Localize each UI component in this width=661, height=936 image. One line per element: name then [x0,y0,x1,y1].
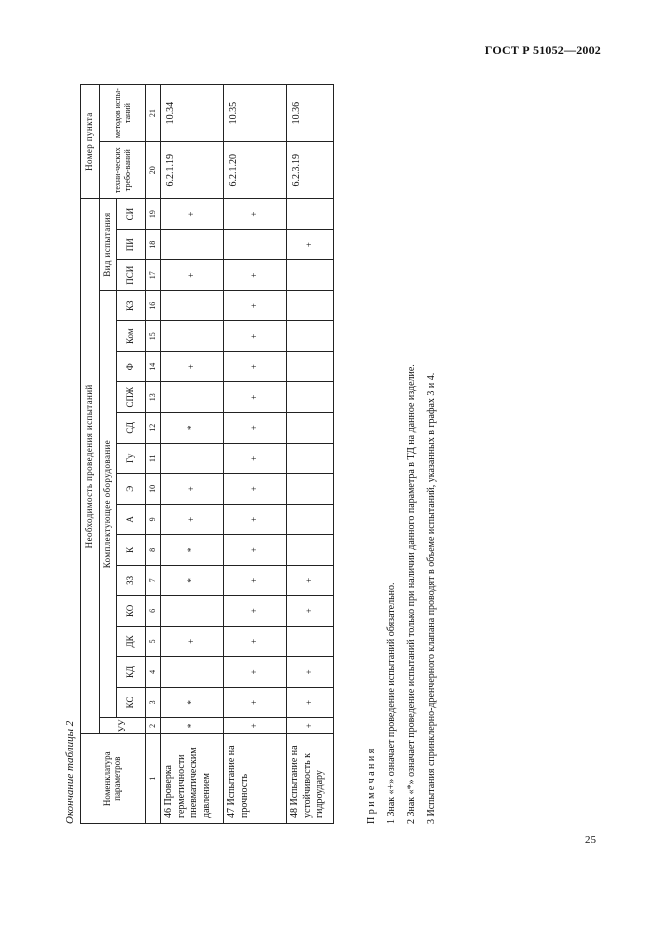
column-number: 14 [146,351,161,382]
page-number: 25 [585,834,596,846]
mark-cell: + [224,351,287,382]
notes-block [362,84,442,824]
equipment-code: СПЖ [117,382,146,413]
mark-cell [161,321,224,352]
note-item: 1 Знак «+» означает проведение испытаний обязательно. [386,582,397,824]
item-number-header: Номер пункта [81,85,100,199]
mark-cell: + [224,443,287,474]
mark-cell: + [224,596,287,627]
column-number: 21 [146,85,161,142]
column-number: 19 [146,199,161,230]
mark-cell: + [224,321,287,352]
mark-cell: * [161,718,224,734]
mark-cell: + [161,351,224,382]
column-number: 18 [146,229,161,260]
mark-cell: + [287,687,334,718]
column-number: 6 [146,596,161,627]
tech-req-header: техни-ческих требо-ваний [100,142,146,199]
column-number: 13 [146,382,161,413]
test-method-ref: 10.36 [287,85,334,142]
uu-header: УУ [100,718,146,734]
mark-cell [161,657,224,688]
test-type-code: ПИ [117,229,146,260]
mark-cell: * [161,413,224,444]
tech-req-ref: 6.2.1.19 [161,142,224,199]
mark-cell [161,229,224,260]
test-method-ref: 10.34 [161,85,224,142]
mark-cell: + [287,718,334,734]
mark-cell: + [161,504,224,535]
mark-cell: + [224,626,287,657]
table-caption: Окончание таблицы 2 [64,720,76,824]
table-row [287,85,334,824]
parameter-name: 47 Испытание на прочность [224,734,287,824]
equipment-code: ДК [117,626,146,657]
mark-cell: + [161,474,224,505]
mark-cell [287,626,334,657]
equipment-code: Ком [117,321,146,352]
equipment-code: КЗ [117,290,146,321]
mark-cell [287,413,334,444]
note-item: 3 Испытания спринклерно-дренчерного клапана проводят в объеме испытаний, указанных в графах 3 и 4. [426,372,437,824]
mark-cell [287,199,334,230]
mark-cell [161,382,224,413]
equipment-code: Э [117,474,146,505]
mark-cell: + [224,687,287,718]
column-number: 3 [146,687,161,718]
column-number: 17 [146,260,161,291]
column-number: 12 [146,413,161,444]
necessity-header: Необходимость проведения испытаний [81,199,100,734]
equipment-code: СД [117,413,146,444]
mark-cell: + [161,260,224,291]
mark-cell [224,229,287,260]
table-row [224,85,287,824]
test-requirements-table [80,84,334,824]
parameter-name: 48 Испытание на устойчивость к гидроудару [287,734,334,824]
test-type-code: СИ [117,199,146,230]
equipment-header: Комплектующее оборудование [100,290,117,717]
test-method-header: методов испы-таний [100,85,146,142]
mark-cell [161,596,224,627]
equipment-code: А [117,504,146,535]
notes-title: Примечания [366,746,377,824]
test-type-code: ПСИ [117,260,146,291]
mark-cell: + [224,382,287,413]
mark-cell: + [224,474,287,505]
mark-cell [287,535,334,566]
mark-cell [287,443,334,474]
equipment-code: Гу [117,443,146,474]
mark-cell: + [224,290,287,321]
tech-req-ref: 6.2.3.19 [287,142,334,199]
mark-cell [161,290,224,321]
mark-cell: + [287,657,334,688]
equipment-code: Ф [117,351,146,382]
column-number: 4 [146,657,161,688]
test-type-header: Вид испытания [100,199,117,291]
column-number: 10 [146,474,161,505]
equipment-code: К [117,535,146,566]
equipment-code: ЗЗ [117,565,146,596]
column-number: 20 [146,142,161,199]
parameter-name: 46 Проверка герметичности пневматическим давлением [161,734,224,824]
column-number: 15 [146,321,161,352]
mark-cell [161,443,224,474]
table-row [161,85,224,824]
column-number: 8 [146,535,161,566]
mark-cell: + [224,413,287,444]
mark-cell: + [224,504,287,535]
mark-cell: + [224,718,287,734]
column-number: 2 [146,718,161,734]
mark-cell [287,321,334,352]
mark-cell: + [224,260,287,291]
mark-cell: + [224,199,287,230]
column-number: 7 [146,565,161,596]
mark-cell: + [161,626,224,657]
nomenclature-header: Номенклатура параметров [81,734,146,824]
mark-cell [287,474,334,505]
mark-cell [287,290,334,321]
mark-cell: * [161,687,224,718]
mark-cell: + [287,596,334,627]
column-number: 11 [146,443,161,474]
standard-code: ГОСТ Р 51052—2002 [484,43,601,57]
mark-cell [287,382,334,413]
tech-req-ref: 6.2.1.20 [224,142,287,199]
mark-cell [287,351,334,382]
rotated-table-block [64,84,468,824]
mark-cell: + [287,229,334,260]
column-number: 5 [146,626,161,657]
column-number: 1 [146,734,161,824]
mark-cell [287,260,334,291]
mark-cell: + [224,565,287,596]
note-item: 2 Знак «*» означает проведение испытаний только при наличии данного параметра в ТД на данное изделие. [406,364,417,824]
mark-cell [287,504,334,535]
mark-cell: + [224,535,287,566]
equipment-code: КС [117,687,146,718]
column-number: 16 [146,290,161,321]
test-method-ref: 10.35 [224,85,287,142]
equipment-code: КД [117,657,146,688]
mark-cell: * [161,535,224,566]
mark-cell: + [224,657,287,688]
mark-cell: + [287,565,334,596]
mark-cell: + [161,199,224,230]
column-number: 9 [146,504,161,535]
equipment-code: КО [117,596,146,627]
mark-cell: * [161,565,224,596]
